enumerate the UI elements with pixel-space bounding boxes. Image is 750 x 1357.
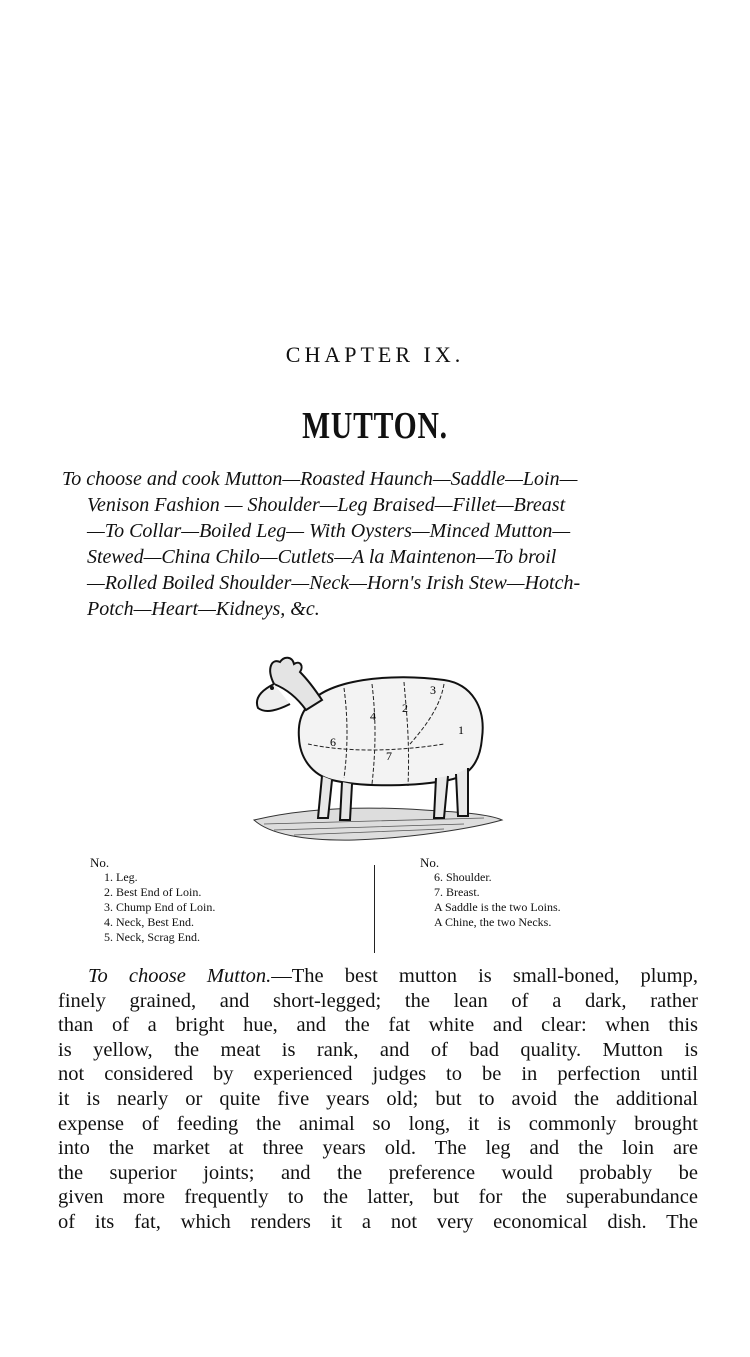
legend-divider: [374, 865, 375, 953]
legend-item: 2. Best End of Loin.: [104, 885, 202, 899]
body-line: into the market at three years old. The leg and the loin are: [58, 1137, 698, 1160]
cut-label: 6: [330, 735, 336, 749]
cut-label: 2: [402, 701, 408, 715]
body-line: than of a bright hue, and the fat white and clear: when this: [58, 1014, 698, 1037]
body-line: of its fat, which renders it a not very economical dish. The: [58, 1210, 698, 1233]
cut-label: 4: [370, 709, 376, 723]
body-line: expense of feeding the animal so long, it is commonly brought: [58, 1112, 698, 1135]
legend-item: A Saddle is the two Loins.: [434, 900, 561, 914]
contents-line: —To Collar—Boiled Leg— With Oysters—Minced Mutton—: [87, 520, 571, 542]
contents-line: Venison Fashion — Shoulder—Leg Braised—Fillet—Breast: [87, 494, 566, 516]
contents-line: To choose and cook Mutton—Roasted Haunch—Saddle—Loin—: [62, 468, 578, 490]
sheep-cuts-illustration: [244, 648, 504, 848]
legend-right-column: [420, 855, 690, 930]
body-paragraph: [58, 964, 698, 1235]
page-title: MUTTON.: [302, 405, 448, 447]
legend-left-column: [90, 855, 360, 945]
body-line: the superior joints; and the preference would probably be: [58, 1161, 698, 1184]
body-line: not considered by experienced judges to be in perfection until: [58, 1063, 698, 1086]
contents-line: Stewed—China Chilo—Cutlets—A la Maintenon—To broil: [87, 546, 557, 568]
cuts-legend: [90, 855, 690, 950]
cut-label: 1: [458, 723, 464, 737]
body-line: it is nearly or quite five years old; but to avoid the additional: [58, 1087, 698, 1110]
chapter-heading: CHAPTER IX.: [285, 342, 465, 367]
body-line: is yellow, the meat is rank, and of bad quality. Mutton is: [58, 1038, 698, 1061]
legend-header: No.: [420, 855, 440, 870]
sheep-leg: [456, 768, 468, 816]
legend-item: 7. Breast.: [434, 885, 480, 899]
body-line: [58, 964, 698, 989]
legend-item: 1. Leg.: [104, 870, 138, 884]
legend-item: A Chine, the two Necks.: [434, 915, 552, 929]
paragraph-lead: To choose Mutton.: [88, 965, 272, 987]
cut-label: 7: [386, 749, 392, 763]
legend-item: 3. Chump End of Loin.: [104, 900, 216, 914]
legend-header: No.: [90, 855, 110, 870]
chapter-contents: [62, 466, 702, 622]
legend-item: 4. Neck, Best End.: [104, 915, 194, 929]
legend-item: 5. Neck, Scrag End.: [104, 930, 200, 944]
sheep-body: [299, 677, 483, 785]
cut-label: 3: [430, 683, 436, 697]
paragraph-lead-rest: —The best mutton is small-boned, plump,: [271, 965, 698, 987]
sheep-leg: [340, 782, 352, 820]
legend-item: 6. Shoulder.: [434, 870, 492, 884]
body-line: given more frequently to the latter, but for the superabundance: [58, 1186, 698, 1209]
body-line: finely grained, and short-legged; the lean of a dark, rather: [58, 989, 698, 1012]
contents-line: —Rolled Boiled Shoulder—Neck—Horn's Irish Stew—Hotch-: [87, 572, 581, 594]
contents-line: Potch—Heart—Kidneys, &c.: [87, 598, 320, 620]
